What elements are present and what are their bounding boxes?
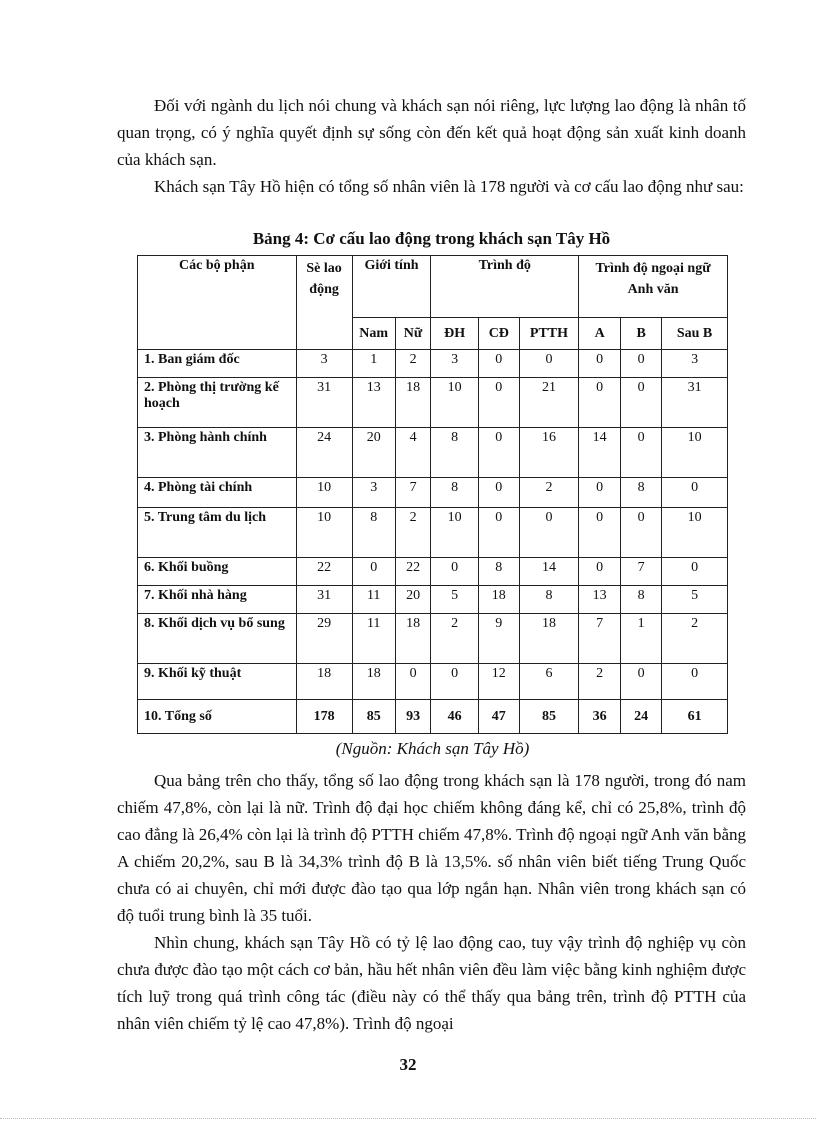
table-cell: 178 <box>296 700 352 734</box>
table-cell: 93 <box>395 700 431 734</box>
table-cell: 18 <box>395 614 431 664</box>
table-cell: 16 <box>519 428 578 478</box>
table-cell: 22 <box>296 558 352 586</box>
table-cell: 8 <box>352 508 395 558</box>
table-cell: 0 <box>579 558 621 586</box>
table-cell: 0 <box>662 478 728 508</box>
table-row <box>138 586 728 614</box>
table-cell: 3 <box>352 478 395 508</box>
table-cell: 0 <box>579 478 621 508</box>
table-cell: 2 <box>662 614 728 664</box>
table-cell: 8 <box>431 478 478 508</box>
table-cell: 11 <box>352 614 395 664</box>
table-cell: 1 <box>621 614 662 664</box>
table-cell: 0 <box>621 664 662 700</box>
table-cell: 6 <box>519 664 578 700</box>
table-cell: 2 <box>579 664 621 700</box>
table-cell: 8 <box>621 478 662 508</box>
table-cell: 14 <box>579 428 621 478</box>
table-cell: 0 <box>579 350 621 378</box>
header-high-school: PTTH <box>519 318 578 350</box>
table-cell: 18 <box>352 664 395 700</box>
table-cell: 0 <box>478 428 519 478</box>
table-cell: 36 <box>579 700 621 734</box>
header-english-b: B <box>621 318 662 350</box>
table-cell: 3 <box>296 350 352 378</box>
header-english-after-b: Sau B <box>662 318 728 350</box>
table-cell: 22 <box>395 558 431 586</box>
table-row <box>138 614 728 664</box>
table-cell: 0 <box>395 664 431 700</box>
table-cell: 10 <box>662 508 728 558</box>
header-university: ĐH <box>431 318 478 350</box>
table-cell: 5 <box>662 586 728 614</box>
page-number: 32 <box>399 1055 417 1074</box>
table-cell: 8 <box>519 586 578 614</box>
table-cell: 0 <box>621 350 662 378</box>
header-english: Trình độ ngoại ngữ Anh văn <box>579 256 728 318</box>
table-cell: 3 <box>431 350 478 378</box>
table-cell: 7 <box>395 478 431 508</box>
table-cell: 18 <box>296 664 352 700</box>
table-row <box>138 558 728 586</box>
table-row <box>138 700 728 734</box>
table-cell: 2 <box>395 350 431 378</box>
department-name: 1. Ban giám đốc <box>138 350 297 378</box>
table-cell: 29 <box>296 614 352 664</box>
table-cell: 3 <box>662 350 728 378</box>
header-education: Trình độ <box>431 256 579 318</box>
table-cell: 13 <box>352 378 395 428</box>
table-row <box>138 378 728 428</box>
table-cell: 8 <box>621 586 662 614</box>
table-cell: 24 <box>296 428 352 478</box>
table-row <box>138 428 728 478</box>
page-bottom-divider <box>0 1118 816 1119</box>
table-cell: 31 <box>296 378 352 428</box>
table-row <box>138 350 728 378</box>
department-name: 10. Tổng số <box>138 700 297 734</box>
header-female: Nữ <box>395 318 431 350</box>
table-source: (Nguồn: Khách sạn Tây Hồ) <box>335 739 530 758</box>
table-cell: 0 <box>478 478 519 508</box>
table-cell: 5 <box>431 586 478 614</box>
table-cell: 7 <box>621 558 662 586</box>
table-cell: 31 <box>296 586 352 614</box>
table-cell: 10 <box>431 508 478 558</box>
table-cell: 0 <box>519 508 578 558</box>
paragraph-staff-total: Khách sạn Tây Hồ hiện có tổng số nhân viên là 178 người và cơ cấu lao động như sau: <box>154 177 744 196</box>
header-college: CĐ <box>478 318 519 350</box>
table-cell: 11 <box>352 586 395 614</box>
table-cell: 2 <box>519 478 578 508</box>
table-row <box>138 508 728 558</box>
header-male: Nam <box>352 318 395 350</box>
table-cell: 8 <box>431 428 478 478</box>
table-cell: 18 <box>395 378 431 428</box>
table-cell: 21 <box>519 378 578 428</box>
paragraph-analysis: Qua bảng trên cho thấy, tổng số lao động trong khách sạn là 178 người, trong đó nam chiếm 47,8%, còn lại là nữ. Trình độ đại học chiếm không đáng kể, chỉ có 25,8%, trình độ cao đẳng là 26,4% còn lại là trình độ PTTH chiếm 47,8%. Trình độ ngoại ngữ Anh văn bằng A chiếm 20,2%, sau B là 34,3% trình độ B là 13,5%. số nhân viên biết tiếng Trung Quốc chưa có ai chuyên, chỉ mới được đào tạo qua lớp ngắn hạn. Nhân viên trong khách sạn có độ tuổi trung bình là 35 tuổi. <box>117 771 746 925</box>
table-cell: 31 <box>662 378 728 428</box>
table-cell: 1 <box>352 350 395 378</box>
table-cell: 24 <box>621 700 662 734</box>
table-cell: 47 <box>478 700 519 734</box>
table-cell: 12 <box>478 664 519 700</box>
table-cell: 85 <box>519 700 578 734</box>
department-name: 9. Khối kỹ thuật <box>138 664 297 700</box>
department-name: 3. Phòng hành chính <box>138 428 297 478</box>
header-departments: Các bộ phận <box>138 256 297 350</box>
table-cell: 0 <box>579 508 621 558</box>
table-row <box>138 478 728 508</box>
department-name: 8. Khối dịch vụ bổ sung <box>138 614 297 664</box>
table-cell: 9 <box>478 614 519 664</box>
department-name: 6. Khối buồng <box>138 558 297 586</box>
table-cell: 46 <box>431 700 478 734</box>
table-cell: 0 <box>431 664 478 700</box>
table-cell: 2 <box>431 614 478 664</box>
table-cell: 10 <box>296 478 352 508</box>
header-workers: Sè lao động <box>296 256 352 350</box>
table-cell: 2 <box>395 508 431 558</box>
table-row <box>138 664 728 700</box>
table-cell: 0 <box>621 508 662 558</box>
table-cell: 7 <box>579 614 621 664</box>
table-cell: 0 <box>478 378 519 428</box>
paragraph-conclusion: Nhìn chung, khách sạn Tây Hồ có tỷ lệ lao động cao, tuy vậy trình độ nghiệp vụ còn chưa được đào tạo một cách cơ bản, hầu hết nhân viên đều làm việc bằng kinh nghiệm được tích luỹ trong quá trình công tác (điều này có thể thấy qua bảng trên, trình độ PTTH của nhân viên chiếm tỷ lệ cao 47,8%). Trình độ ngoại <box>117 933 746 1033</box>
table-cell: 61 <box>662 700 728 734</box>
table-cell: 4 <box>395 428 431 478</box>
table-caption: Bảng 4: Cơ cấu lao động trong khách sạn Tây Hồ <box>252 229 611 248</box>
table-cell: 0 <box>579 378 621 428</box>
table-cell: 0 <box>431 558 478 586</box>
table-cell: 0 <box>519 350 578 378</box>
table-cell: 20 <box>352 428 395 478</box>
department-name: 7. Khối nhà hàng <box>138 586 297 614</box>
table-cell: 10 <box>296 508 352 558</box>
table-cell: 0 <box>621 378 662 428</box>
header-gender: Giới tính <box>352 256 431 318</box>
table-cell: 14 <box>519 558 578 586</box>
table-cell: 85 <box>352 700 395 734</box>
table-cell: 18 <box>519 614 578 664</box>
table-cell: 13 <box>579 586 621 614</box>
table-cell: 10 <box>431 378 478 428</box>
table-cell: 0 <box>352 558 395 586</box>
department-name: 4. Phòng tài chính <box>138 478 297 508</box>
table-cell: 18 <box>478 586 519 614</box>
table-cell: 0 <box>662 664 728 700</box>
department-name: 5. Trung tâm du lịch <box>138 508 297 558</box>
paragraph-intro: Đối với ngành du lịch nói chung và khách sạn nói riêng, lực lượng lao động là nhân tố quan trọng, có ý nghĩa quyết định sự sống còn đến kết quả hoạt động sản xuất kinh doanh của khách sạn. <box>117 96 746 169</box>
table-cell: 0 <box>621 428 662 478</box>
department-name: 2. Phòng thị trường kế hoạch <box>138 378 297 428</box>
table-cell: 20 <box>395 586 431 614</box>
table-cell: 8 <box>478 558 519 586</box>
table-cell: 10 <box>662 428 728 478</box>
table-cell: 0 <box>662 558 728 586</box>
table-cell: 0 <box>478 350 519 378</box>
header-english-a: A <box>579 318 621 350</box>
table-cell: 0 <box>478 508 519 558</box>
labor-structure-table <box>137 255 728 734</box>
